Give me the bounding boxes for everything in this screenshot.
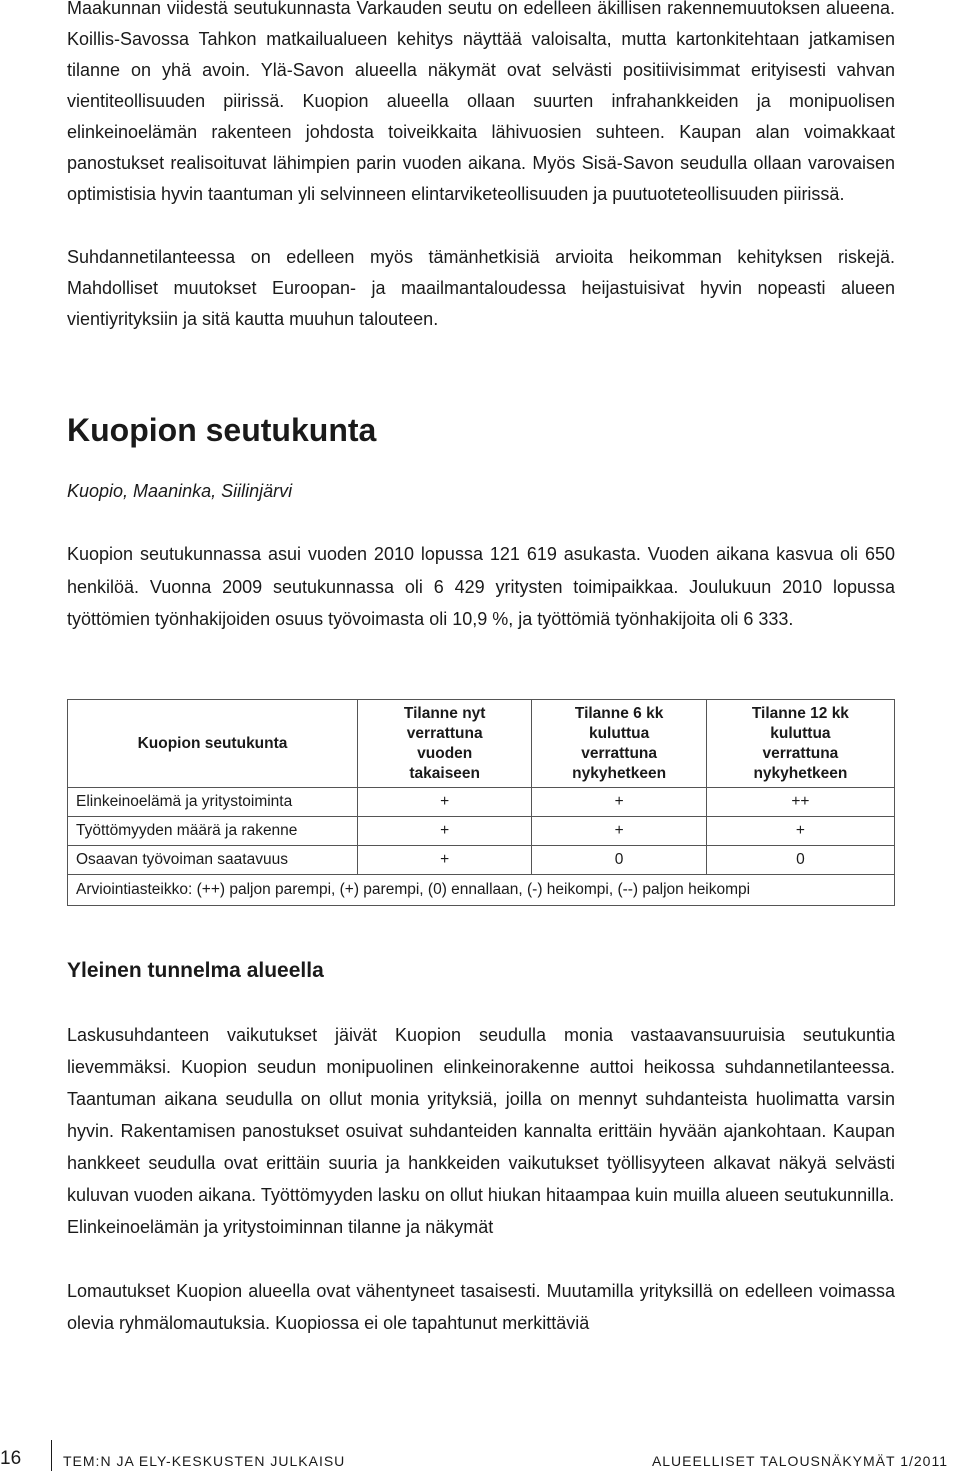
intro-paragraph-1: Maakunnan viidestä seutukunnasta Varkauden seutu on edelleen äkillisen rakennemuutoksen alueena. Koillis-Savossa Tahkon matkailualueen kehitys näyttää valoisalta, mutta kartonkitehtaan jatkamisen tilanne on yhä avoin. Ylä-Savon alueella näkymät ovat selvästi positiivisimmat erityisesti vahvan vientiteollisuuden piirissä. Kuopion alueella ollaan suurten infrahankkeiden ja monipuolisen elinkeinoelämän rakenteen johdosta toiveikkaita lähivuosien suhteen. Kaupan alan voimakkaat panostukset realisoituvat lähimpien parin vuoden aikana. Myös Sisä-Savon seudulla ollaan varovaisen optimistisia hyvin taantuman yli selvinneen elintarviketeollisuuden ja puutuoteteollisuuden piirissä. (67, 0, 895, 204)
page-number: 16 (0, 1448, 22, 1469)
table-header-now (358, 700, 532, 788)
table-row (68, 846, 895, 875)
row-label: Osaavan työvoiman saatavuus (68, 846, 358, 875)
row-value-now: + (358, 817, 532, 846)
final-paragraph: Lomautukset Kuopion alueella ovat vähentyneet tasaisesti. Muutamilla yrityksillä on edelleen voimassa olevia ryhmälomautuksia. Kuopiossa ei ole tapahtunut merkittäviä (67, 1281, 895, 1333)
footer-divider (51, 1440, 52, 1471)
table-header-12m (706, 700, 894, 788)
section-paragraph: Kuopion seutukunnassa asui vuoden 2010 lopussa 121 619 asukasta. Vuoden aikana kasvua oli 650 henkilöä. Vuonna 2009 seutukunnassa oli 6 429 yritysten toimipaikkaa. Joulukuun 2010 lopussa työttömien työnhakijoiden osuus työvoimasta oli 10,9 %, ja työttömiä työnhakijoita oli 6 333. (67, 544, 895, 629)
table-header-12m-text: Tilanne 12 kk kuluttua verrattuna nykyhetkeen (751, 704, 849, 782)
row-label: Elinkeinoelämä ja yritystoiminta (68, 788, 358, 817)
subsection-title: Yleinen tunnelma alueella (67, 959, 324, 982)
row-value-now: + (358, 846, 532, 875)
footer-publication: TEM:N JA ELY-KESKUSTEN JULKAISU (63, 1453, 346, 1469)
row-value-now: + (358, 788, 532, 817)
row-label: Työttömyyden määrä ja rakenne (68, 817, 358, 846)
row-value-12m: 0 (706, 846, 894, 875)
table-header-6m (532, 700, 706, 788)
row-value-12m: ++ (706, 788, 894, 817)
table-header-now-text: Tilanne nyt verrattuna vuoden takaiseen (403, 704, 486, 782)
table-header-6m-text: Tilanne 6 kk kuluttua verrattuna nykyhetkeen (572, 704, 667, 782)
footer-title: ALUEELLISET TALOUSNÄKYMÄT 1/2011 (651, 1453, 948, 1469)
table-header-region: Kuopion seutukunta (68, 700, 358, 788)
row-value-6m: 0 (532, 846, 706, 875)
table-row (68, 817, 895, 846)
scale-note: Arviointiasteikko: (++) paljon parempi, (+) parempi, (0) ennallaan, (-) heikompi, (--) paljon heikompi (68, 875, 895, 906)
subsection-inline-heading: Elinkeinoelämän ja yritystoiminnan tilanne ja näkymät (67, 1217, 494, 1237)
section-title: Kuopion seutukunta (67, 412, 377, 448)
table-row (68, 788, 895, 817)
row-value-12m: + (706, 817, 894, 846)
subsection-body (67, 1019, 895, 1339)
row-value-6m: + (532, 788, 706, 817)
section-subtitle: Kuopio, Maaninka, Siilinjärvi (67, 481, 293, 501)
assessment-table (67, 699, 895, 906)
intro-paragraph-2: Suhdannetilanteessa on edelleen myös tämänhetkisiä arvioita heikomman kehityksen riskejä. Mahdolliset muutokset Euroopan- ja maailmantaloudessa heijastuisivat hyvin nopeasti alueen vientiyrityksiin ja sitä kautta muuhun talouteen. (67, 247, 895, 329)
table-header-row (68, 700, 895, 788)
section-body (67, 538, 895, 636)
subsection-paragraph: Laskusuhdanteen vaikutukset jäivät Kuopion seudulla monia vastaavansuuruisia seutukuntia lievemmäksi. Kuopion seudun monipuolinen elinkeinorakenne auttoi heikossa suhdannetilanteessa. Taantuman aikana seudulla on ollut monia yrityksiä, joilla on mennyt suhdanteista huolimatta varsin hyvin. Rakentamisen panostukset osuivat suhdanteiden kannalta erittäin hyvään ajankohtaan. Kaupan hankkeet seudulla ovat erittäin suuria ja hankkeiden vaikutukset työllisyyteen alkavat näkyä selvästi kuluvan vuoden aikana. Työttömyyden lasku on ollut hiukan hitaampaa kuin muilla alueen seutukunnilla. (67, 1025, 895, 1205)
row-value-6m: + (532, 817, 706, 846)
table-scale-row (68, 875, 895, 906)
intro-block (67, 0, 895, 335)
